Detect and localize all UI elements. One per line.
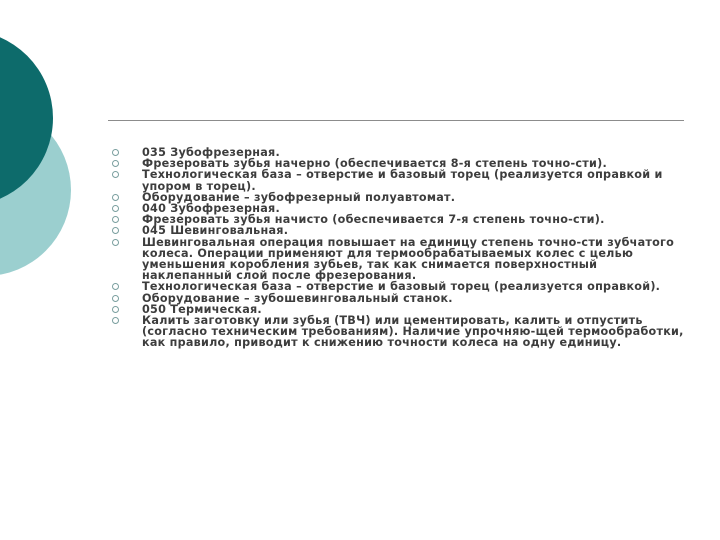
bullet-circle-icon bbox=[112, 171, 119, 178]
list-item-text: Оборудование – зубофрезерный полуавтомат. bbox=[142, 190, 456, 204]
list-item-text: Калить заготовку или зубья (ТВЧ) или цементировать, калить и отпустить (согласно техническим требованиям). Наличие упрочняю-щей термообработки, как правило, приводит к снижению точности колеса на одну единицу. bbox=[142, 314, 684, 350]
list-item bbox=[110, 237, 684, 282]
bullet-circle-icon bbox=[112, 149, 119, 156]
list-item-text: 040 Зубофрезерная. bbox=[142, 202, 280, 216]
list-item-text: Фрезеровать зубья начисто (обеспечивается 7-я степень точно-сти). bbox=[142, 213, 605, 227]
title-divider bbox=[108, 120, 684, 121]
list-item-text: Фрезеровать зубья начерно (обеспечивается 8-я степень точно-сти). bbox=[142, 157, 607, 171]
list-item-text: Шевинговальная операция повышает на единицу степень точно-сти зубчатого колеса. Операции применяют для термообрабатываемых колес с целью уменьшения коробления зубьев, так как снимается поверхностный наклепанный слой после фрезерования. bbox=[142, 235, 675, 283]
bullet-circle-icon bbox=[112, 317, 119, 324]
bullet-circle-icon bbox=[112, 227, 119, 234]
bullet-circle-icon bbox=[112, 295, 119, 302]
bullet-circle-icon bbox=[112, 160, 119, 167]
bullet-circle-icon bbox=[112, 306, 119, 313]
bullet-circle-icon bbox=[112, 194, 119, 201]
bullet-circle-icon bbox=[112, 216, 119, 223]
bullet-circle-icon bbox=[112, 205, 119, 212]
list-item-text: Оборудование – зубошевинговальный станок. bbox=[142, 291, 453, 305]
list-item-text: Технологическая база – отверстие и базовый торец (реализуется оправкой и упором в торец). bbox=[142, 168, 663, 193]
list-item-text: 035 Зубофрезерная. bbox=[142, 146, 280, 159]
list-item-text: 045 Шевинговальная. bbox=[142, 224, 289, 238]
bullet-circle-icon bbox=[112, 283, 119, 290]
list-item bbox=[110, 169, 684, 191]
bullet-circle-icon bbox=[112, 239, 119, 246]
list-item-text: Технологическая база – отверстие и базовый торец (реализуется оправкой). bbox=[142, 280, 661, 294]
bullet-list bbox=[110, 147, 684, 349]
list-item bbox=[110, 315, 684, 349]
list-item-text: 050 Термическая. bbox=[142, 302, 262, 316]
